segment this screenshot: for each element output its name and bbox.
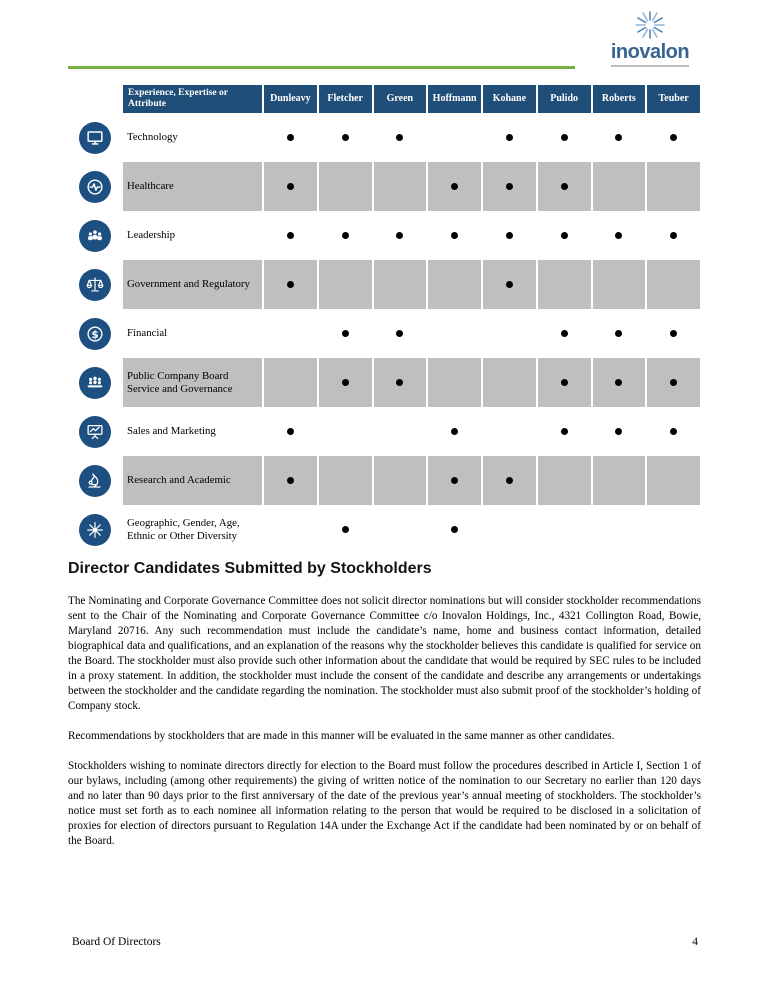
financial-icon bbox=[79, 318, 111, 350]
row-label: Government and Regulatory bbox=[123, 260, 262, 309]
dot-marker bbox=[287, 281, 294, 288]
dot-marker bbox=[396, 232, 403, 239]
matrix-cell bbox=[538, 456, 591, 505]
matrix-row bbox=[68, 407, 700, 456]
row-label: Technology bbox=[127, 131, 178, 144]
footer-section-label: Board Of Directors bbox=[72, 936, 161, 948]
matrix-rows bbox=[68, 113, 700, 554]
matrix-cell bbox=[647, 260, 700, 309]
matrix-cell bbox=[538, 505, 591, 554]
dot-marker bbox=[342, 134, 349, 141]
matrix-cell bbox=[593, 358, 646, 407]
matrix-cell bbox=[264, 113, 317, 162]
candidate-header-fletcher: Fletcher bbox=[319, 85, 372, 113]
matrix-cell bbox=[264, 407, 317, 456]
dot-marker bbox=[561, 134, 568, 141]
logo-tagline bbox=[611, 65, 689, 67]
paragraph: The Nominating and Corporate Governance Committee does not solicit director nominations but will consider stockholder recommendations sent to the Chair of the Nominating and Corporate Governance Committee c/o Inovalon Holdings, Inc., 4321 Collington Road, Bowie, Maryland 20716. Any such recommendation must include the candidate’s name, home and business contact information, detailed biographical data and qualifications, and an explanation of the reasons why the stockholder believes this candidate is qualified for service on the Board. The stockholder must also provide such other information about the candidate that would be required by SEC rules to be included in a proxy statement. In addition, the stockholder must include the consent of the candidate and describe any arrangements or undertakings between the stockholder and the candidate regarding the nomination. The stockholder must also submit proof of the stockholder’s holding of Company stock. bbox=[68, 595, 701, 712]
matrix-cell bbox=[374, 407, 427, 456]
matrix-cell bbox=[483, 456, 536, 505]
government-icon bbox=[79, 269, 111, 301]
dot-marker bbox=[561, 330, 568, 337]
research-icon bbox=[79, 465, 111, 497]
dot-marker bbox=[451, 526, 458, 533]
matrix-cell bbox=[483, 113, 536, 162]
icon-cell bbox=[68, 260, 121, 309]
matrix-cell bbox=[428, 407, 481, 456]
governance-icon bbox=[79, 367, 111, 399]
dot-marker bbox=[396, 379, 403, 386]
matrix-cell bbox=[264, 162, 317, 211]
matrix-cell bbox=[538, 162, 591, 211]
logo-wordmark: inovalon bbox=[610, 41, 690, 63]
matrix-cell bbox=[428, 211, 481, 260]
matrix-cell bbox=[319, 358, 372, 407]
matrix-cell bbox=[319, 211, 372, 260]
matrix-cell bbox=[538, 407, 591, 456]
row-label: Leadership bbox=[127, 229, 175, 242]
dot-marker bbox=[561, 428, 568, 435]
row-label: Research and Academic bbox=[123, 456, 262, 505]
dot-marker bbox=[451, 477, 458, 484]
dot-marker bbox=[287, 477, 294, 484]
matrix-cell bbox=[538, 358, 591, 407]
dot-marker bbox=[287, 428, 294, 435]
matrix-row bbox=[68, 260, 700, 309]
matrix-cell bbox=[593, 505, 646, 554]
dot-marker bbox=[615, 330, 622, 337]
icon-cell bbox=[68, 211, 121, 260]
matrix-cell bbox=[319, 162, 372, 211]
matrix-cell bbox=[593, 113, 646, 162]
dot-marker bbox=[342, 330, 349, 337]
candidate-header-roberts: Roberts bbox=[593, 85, 646, 113]
matrix-cell bbox=[538, 211, 591, 260]
matrix-cell bbox=[374, 309, 427, 358]
dot-marker bbox=[342, 526, 349, 533]
matrix-cell bbox=[647, 113, 700, 162]
matrix-cell bbox=[593, 260, 646, 309]
page-footer bbox=[72, 936, 698, 948]
matrix-cell bbox=[647, 309, 700, 358]
inovalon-logo bbox=[588, 8, 712, 67]
matrix-cell bbox=[264, 260, 317, 309]
row-label: Public Company Board Service and Governance bbox=[123, 358, 262, 407]
matrix-cell bbox=[483, 260, 536, 309]
dot-marker bbox=[561, 379, 568, 386]
row-label: Healthcare bbox=[123, 162, 262, 211]
matrix-row bbox=[68, 211, 700, 260]
matrix-row bbox=[68, 456, 700, 505]
dot-marker bbox=[506, 134, 513, 141]
dot-marker bbox=[342, 232, 349, 239]
matrix-cell bbox=[483, 407, 536, 456]
matrix-header-row bbox=[68, 85, 700, 113]
dot-marker bbox=[670, 232, 677, 239]
header-rule bbox=[68, 66, 575, 69]
dot-marker bbox=[287, 134, 294, 141]
dot-marker bbox=[561, 183, 568, 190]
matrix-cell bbox=[264, 309, 317, 358]
matrix-cell bbox=[374, 113, 427, 162]
matrix-cell bbox=[647, 407, 700, 456]
paragraph: Recommendations by stockholders that are made in this manner will be evaluated in the same manner as other candidates. bbox=[68, 730, 615, 742]
matrix-header-spacer bbox=[68, 85, 121, 113]
dot-marker bbox=[561, 232, 568, 239]
sales-marketing-icon bbox=[79, 416, 111, 448]
matrix-cell bbox=[264, 456, 317, 505]
dot-marker bbox=[615, 232, 622, 239]
icon-cell bbox=[68, 407, 121, 456]
page-number: 4 bbox=[692, 936, 698, 948]
dot-marker bbox=[451, 232, 458, 239]
skills-matrix bbox=[68, 85, 700, 554]
matrix-cell bbox=[428, 358, 481, 407]
matrix-cell bbox=[647, 456, 700, 505]
dot-marker bbox=[670, 134, 677, 141]
matrix-cell bbox=[374, 505, 427, 554]
healthcare-icon bbox=[79, 171, 111, 203]
matrix-cell bbox=[319, 407, 372, 456]
matrix-cell bbox=[428, 113, 481, 162]
icon-cell bbox=[68, 113, 121, 162]
dot-marker bbox=[287, 232, 294, 239]
dot-marker bbox=[670, 379, 677, 386]
body-text bbox=[68, 594, 701, 864]
matrix-row bbox=[68, 309, 700, 358]
matrix-cell bbox=[593, 211, 646, 260]
diversity-icon bbox=[79, 514, 111, 546]
row-label: Sales and Marketing bbox=[127, 425, 216, 438]
matrix-cell bbox=[264, 211, 317, 260]
candidate-header-teuber: Teuber bbox=[647, 85, 700, 113]
icon-cell bbox=[68, 358, 121, 407]
matrix-cell bbox=[428, 260, 481, 309]
matrix-cell bbox=[593, 456, 646, 505]
matrix-cell bbox=[538, 260, 591, 309]
matrix-cell bbox=[428, 505, 481, 554]
matrix-cell bbox=[319, 505, 372, 554]
leadership-icon bbox=[79, 220, 111, 252]
matrix-cell bbox=[647, 358, 700, 407]
icon-cell bbox=[68, 505, 121, 554]
icon-cell bbox=[68, 162, 121, 211]
dot-marker bbox=[451, 183, 458, 190]
matrix-cell bbox=[538, 309, 591, 358]
dot-marker bbox=[615, 428, 622, 435]
logo-starburst-icon bbox=[622, 8, 678, 42]
matrix-cell bbox=[374, 162, 427, 211]
matrix-cell bbox=[483, 505, 536, 554]
matrix-row bbox=[68, 162, 700, 211]
matrix-cell bbox=[593, 309, 646, 358]
svg-text:$: $ bbox=[90, 328, 99, 341]
row-label: Geographic, Gender, Age, Ethnic or Other Diversity bbox=[127, 516, 240, 542]
candidate-header-hoffmann: Hoffmann bbox=[428, 85, 481, 113]
attribute-column-header: Experience, Expertise or Attribute bbox=[123, 85, 262, 113]
dot-marker bbox=[396, 134, 403, 141]
matrix-cell bbox=[593, 407, 646, 456]
row-label: Financial bbox=[127, 327, 168, 340]
matrix-cell bbox=[319, 260, 372, 309]
matrix-cell bbox=[319, 309, 372, 358]
candidate-header-green: Green bbox=[374, 85, 427, 113]
matrix-cell bbox=[483, 211, 536, 260]
icon-cell bbox=[68, 309, 121, 358]
matrix-cell bbox=[264, 358, 317, 407]
matrix-cell bbox=[264, 505, 317, 554]
matrix-cell bbox=[647, 505, 700, 554]
dot-marker bbox=[342, 379, 349, 386]
matrix-cell bbox=[374, 211, 427, 260]
matrix-cell bbox=[319, 456, 372, 505]
section-title: Director Candidates Submitted by Stockholders bbox=[68, 560, 432, 577]
matrix-cell bbox=[483, 358, 536, 407]
matrix-row bbox=[68, 358, 700, 407]
matrix-cell bbox=[374, 456, 427, 505]
matrix-cell bbox=[647, 162, 700, 211]
matrix-cell bbox=[374, 260, 427, 309]
matrix-row bbox=[68, 113, 700, 162]
dot-marker bbox=[506, 232, 513, 239]
matrix-cell bbox=[319, 113, 372, 162]
matrix-row bbox=[68, 505, 700, 554]
candidate-header-pulido: Pulido bbox=[538, 85, 591, 113]
icon-cell bbox=[68, 456, 121, 505]
matrix-cell bbox=[593, 162, 646, 211]
candidate-header-dunleavy: Dunleavy bbox=[264, 85, 317, 113]
matrix-cell bbox=[483, 309, 536, 358]
dot-marker bbox=[451, 428, 458, 435]
matrix-cell bbox=[538, 113, 591, 162]
dot-marker bbox=[670, 428, 677, 435]
dot-marker bbox=[506, 183, 513, 190]
dot-marker bbox=[615, 134, 622, 141]
matrix-cell bbox=[428, 456, 481, 505]
dot-marker bbox=[615, 379, 622, 386]
matrix-cell bbox=[374, 358, 427, 407]
matrix-cell bbox=[483, 162, 536, 211]
technology-icon bbox=[79, 122, 111, 154]
dot-marker bbox=[506, 477, 513, 484]
matrix-cell bbox=[428, 162, 481, 211]
dot-marker bbox=[506, 281, 513, 288]
dot-marker bbox=[670, 330, 677, 337]
paragraph: Stockholders wishing to nominate directors directly for election to the Board must follow the procedures described in Article I, Section 1 of our bylaws, including (among other requirements) the giving of written notice of the nomination to our Secretary no earlier than 120 days and no later than 90 days prior to the first anniversary of the date of the previous year’s annual meeting of stockholders. The stockholder’s notice must set forth as to each nominee all information relating to the person that would be required to be disclosed in a solicitation of proxies for election of directors pursuant to Regulation 14A under the Exchange Act if the candidate had been nominated by or on behalf of the Board. bbox=[68, 760, 701, 847]
matrix-cell bbox=[647, 211, 700, 260]
dot-marker bbox=[396, 330, 403, 337]
dot-marker bbox=[287, 183, 294, 190]
candidate-header-kohane: Kohane bbox=[483, 85, 536, 113]
matrix-cell bbox=[428, 309, 481, 358]
